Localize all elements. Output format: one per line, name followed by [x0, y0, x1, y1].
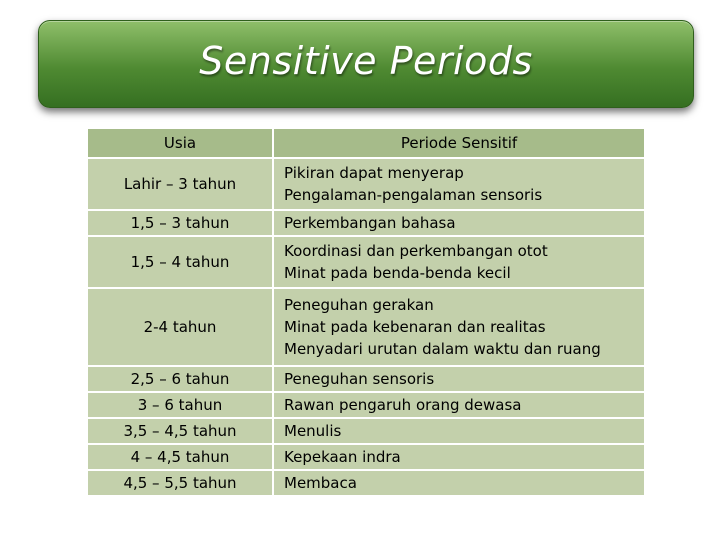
period-line: Menyadari urutan dalam waktu dan ruang: [284, 340, 601, 358]
period-line: Koordinasi dan perkembangan otot: [284, 242, 548, 260]
age-cell: 3 – 6 tahun: [88, 393, 274, 417]
period-cell: [274, 159, 644, 209]
period-line: Perkembangan bahasa: [284, 214, 456, 232]
period-cell: [274, 237, 644, 287]
period-line: Pikiran dapat menyerap: [284, 164, 464, 182]
period-cell: [274, 471, 644, 495]
period-line: Peneguhan gerakan: [284, 296, 434, 314]
period-line: Kepekaan indra: [284, 448, 401, 466]
table-row: [88, 367, 644, 393]
table-row: [88, 289, 644, 367]
period-cell: [274, 289, 644, 365]
table-row: [88, 211, 644, 237]
table-row: [88, 419, 644, 445]
table-row: [88, 393, 644, 419]
period-cell: [274, 445, 644, 469]
title-banner: [38, 20, 694, 108]
period-line: Minat pada benda-benda kecil: [284, 264, 511, 282]
slide-title: Sensitive Periods: [199, 39, 533, 83]
age-cell: 2,5 – 6 tahun: [88, 367, 274, 391]
age-cell: 1,5 – 4 tahun: [88, 237, 274, 287]
period-cell: [274, 367, 644, 391]
period-cell: [274, 419, 644, 443]
period-line: Peneguhan sensoris: [284, 370, 435, 388]
period-cell: [274, 211, 644, 235]
sensitive-periods-table: [86, 127, 646, 497]
period-line: Menulis: [284, 422, 342, 440]
header-period: [274, 129, 644, 157]
age-cell: 2-4 tahun: [88, 289, 274, 365]
table-row: [88, 471, 644, 495]
age-cell: 4 – 4,5 tahun: [88, 445, 274, 469]
table-header-row: [88, 129, 644, 159]
period-line: Membaca: [284, 474, 357, 492]
table-row: [88, 159, 644, 211]
period-cell: [274, 393, 644, 417]
period-line: Pengalaman-pengalaman sensoris: [284, 186, 543, 204]
period-line: Minat pada kebenaran dan realitas: [284, 318, 546, 336]
header-age: Usia: [88, 129, 274, 157]
period-line: Rawan pengaruh orang dewasa: [284, 396, 522, 414]
age-cell: 1,5 – 3 tahun: [88, 211, 274, 235]
age-cell: Lahir – 3 tahun: [88, 159, 274, 209]
age-cell: 4,5 – 5,5 tahun: [88, 471, 274, 495]
age-cell: 3,5 – 4,5 tahun: [88, 419, 274, 443]
table-row: [88, 445, 644, 471]
table-row: [88, 237, 644, 289]
header-period-label: Periode Sensitif: [400, 134, 518, 152]
